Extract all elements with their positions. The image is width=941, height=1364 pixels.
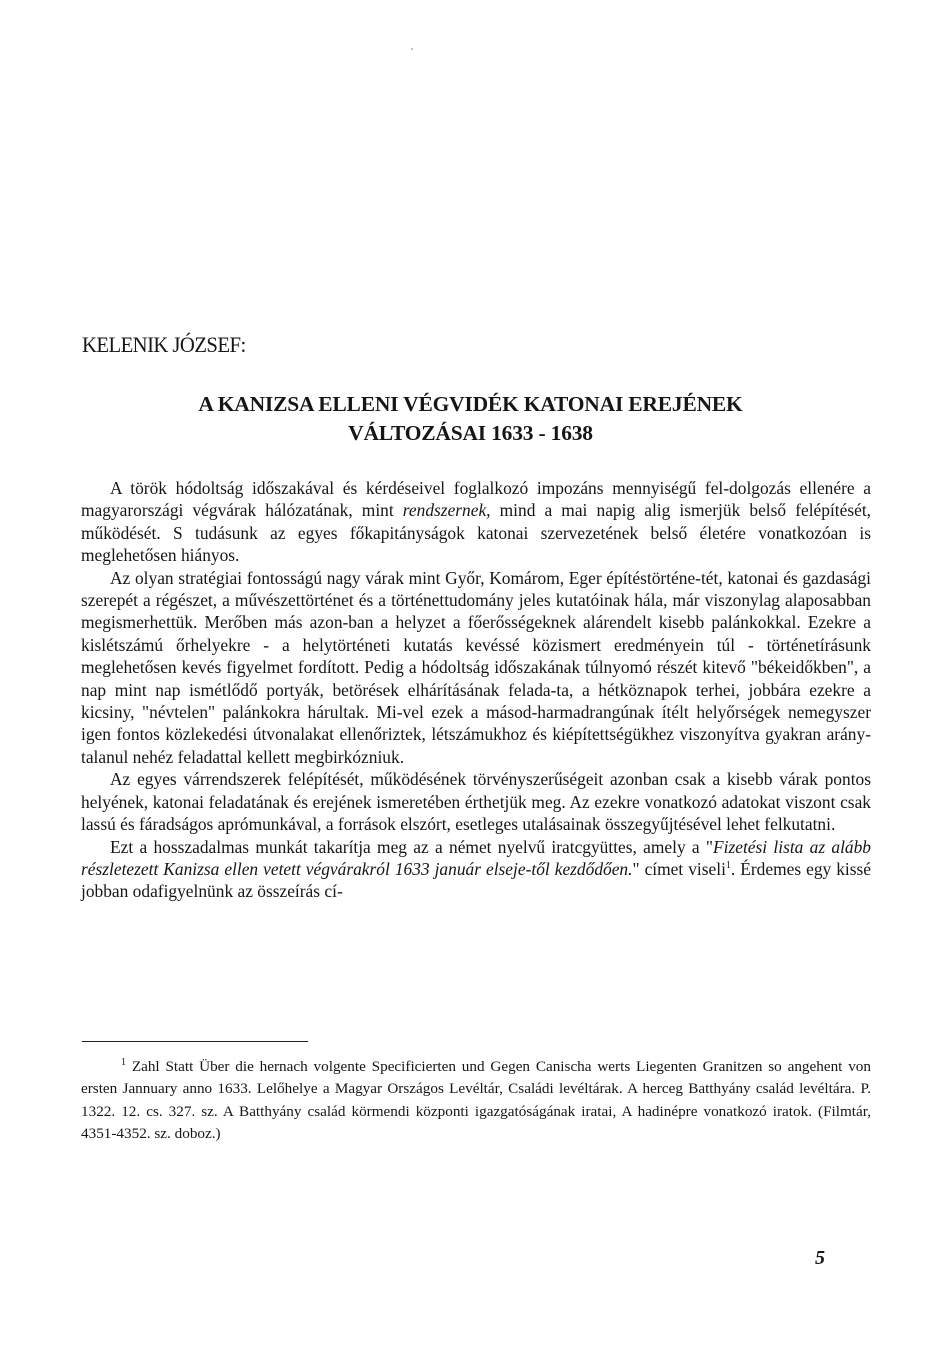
footnote-reference[interactable]: 1 [725,860,731,872]
paragraph-text: Az egyes várrendszerek felépítését, működésének törvényszerűségeit azonban csak a kisebb várak pontos helyének, katonai feladatának és erejének ismeretében érthetjük meg. Az ezekre vonatkozó adatokat viszont csak lassú és fáradságos aprómunkával, a források elszórt, esetleges utalásainak összegyűjtésével lehet felkutatni. [81,769,871,835]
scan-speck [411,48,413,50]
paragraph-text: A török hódoltság időszakával és kérdéseivel foglalkozó impozáns mennyiségű fel-dolgozás ellenére a magyarországi végvárak hálózatának, mint [81,478,871,521]
footnote-marker: 1 [121,1056,126,1068]
paragraph-text: Az olyan stratégiai fontosságú nagy várak mint Győr, Komárom, Eger építéstörténe-tét, katonai és gazdasági szerepét a régészet, a művészettörténet és a történettudomány jeles kutatóinak hála, már viszonylag alaposabban megismerhettük. Merőben más azon-ban a helyzet a főerősségeknek alárendelt kisebb palánkokkal. Ezekre a kislétszámú őrhelyekre - a helytörténeti kutatás kevéssé közismert eredményein túl - történetírásunk meglehetősen kevés figyelmet fordított. Pedig a hódoltság időszakának túlnyomó részét kitevő "békeidőkben", a nap mint nap ismétlődő portyák, betörések elhárításának felada-ta, a hétköznapok terhei, jobbára ezekre a kicsiny, "névtelen" palánkokra hárultak. Mi-vel ezek a másod-harmadrangúnak ítélt helyőrségek nemegyszer igen fontos közlekedési útvonalakat ellenőriztek, létszámukhoz és kiépítettségükhez viszonyítva gyakran arány-talanul nehéz feladattal kellett megbirkózniuk. [81,567,871,767]
paragraph-text: mind a mai napig alig ismerjük belső felépítését, működését. S tudásunk az egyes főkapitányságok katonai szervezetének belső életére vonatkozóan is meglehetősen hiányos. [81,500,871,566]
paragraph-3 [81,768,871,835]
paragraph-text: Ezt a hosszadalmas munkát takarítja meg az a német nyelvű iratcgyüttes, amely a " [110,836,714,857]
footnote-text: Zahl Statt Über die hernach volgente Specificierten und Gegen Canischa werts Liegenten Granitzen so angehent von ersten Jannuary anno 1633. Lelőhelye a Magyar Országos Levéltár, Családi levéltárak. A herceg Batthyány család levéltára. P. 1322. 12. cs. 327. sz. A Batthyány család körmendi központi igazgatóságának iratai, A hadinépre vonatkozó iratok. (Filmtár, 4351-4352. sz. doboz.) [81,1058,871,1142]
author-name: KELENIK JÓZSEF: [82,332,246,357]
footnote-separator [82,1041,308,1042]
page-number: 5 [815,1247,825,1269]
paragraph-1 [81,477,871,567]
paragraph-text: " címet viseli [632,858,726,879]
quoted-title-italic: Fizetési lista az alább részletezett Kanizsa ellen vetett végvárakról 1633 január elseje-től kezdődően. [81,836,872,879]
title-line-2: VÁLTOZÁSAI 1633 - 1638 [348,421,593,445]
paragraph-text: . Érdemes egy kissé jobban odafigyelnünk az összeírás cí- [81,858,871,902]
paragraph-4 [81,836,871,903]
footnote-1 [81,1056,871,1145]
paragraph-2 [81,567,871,769]
article-body [81,477,871,903]
emphasis-text: rendszernek, [402,500,491,521]
article-title [0,390,941,448]
title-line-1: A KANIZSA ELLENI VÉGVIDÉK KATONAI EREJÉNEK [198,392,743,416]
